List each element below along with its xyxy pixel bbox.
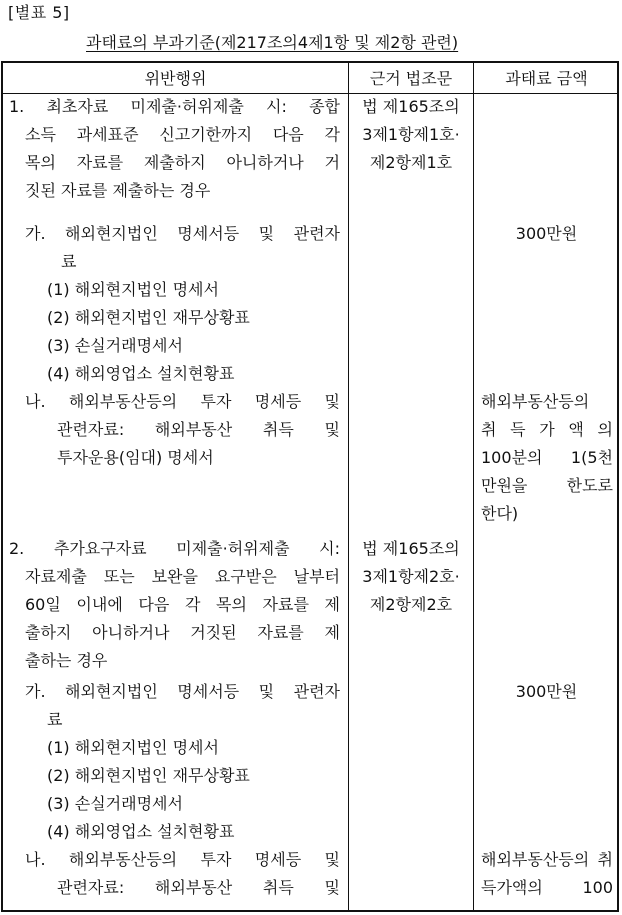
section-2-line: 자료제출 또는 보완을 요구받은 날부터	[25, 567, 340, 586]
column-divider	[348, 63, 349, 910]
legal-basis-line: 법 제165조의	[362, 539, 460, 558]
item-ga-cont: 료	[47, 710, 63, 729]
section-2-line: 출하는 경우	[25, 651, 108, 670]
sub-item: (1) 해외현지법인 명세서	[47, 738, 219, 757]
legal-basis-line: 법 제165조의	[362, 97, 460, 116]
item-ga-cont: 료	[61, 252, 77, 271]
section-2-line: 출하지 아니하거나 거짓된 자료를 제	[25, 623, 340, 642]
fine-amount-line: 해외부동산등의	[481, 392, 590, 411]
sub-item: (3) 손실거래명세서	[47, 336, 183, 355]
fine-amount-line: 해외부동산등의 취	[481, 850, 613, 869]
column-divider	[473, 63, 474, 910]
section-1-line: 목의 자료를 제출하지 아니하거나 거	[25, 153, 340, 172]
item-na: 나. 해외부동산등의 투자 명세등 및	[25, 392, 340, 411]
legal-basis-line: 3제1항제1호·	[362, 125, 460, 144]
item-na-cont: 투자운용(임대) 명세서	[57, 448, 214, 467]
fine-amount: 300만원	[515, 682, 578, 701]
fine-amount-line: 100분의 1(5천	[481, 448, 613, 467]
sub-item: (1) 해외현지법인 명세서	[47, 280, 219, 299]
sub-item: (2) 해외현지법인 재무상황표	[47, 766, 250, 785]
legal-basis-line: 제2항제2호	[369, 595, 453, 614]
fine-amount-line: 득가액의 100	[481, 878, 613, 897]
document-title: 과태료의 부과기준(제217조의4제1항 및 제2항 관련)	[86, 33, 459, 52]
fine-amount-line: 한다)	[481, 504, 519, 523]
item-na-cont: 관련자료: 해외부동산 취득 및	[57, 878, 340, 897]
section-2-line: 60일 이내에 다음 각 목의 자료를 제	[25, 595, 340, 614]
sub-item: (2) 해외현지법인 재무상황표	[47, 308, 250, 327]
item-na: 나. 해외부동산등의 투자 명세등 및	[25, 850, 340, 869]
sub-item: (4) 해외영업소 설치현황표	[47, 822, 235, 841]
fine-amount: 300만원	[515, 224, 578, 243]
sub-item: (4) 해외영업소 설치현황표	[47, 364, 235, 383]
appendix-tag: [별표 5]	[8, 3, 70, 22]
section-1-line: 소득 과세표준 신고기한까지 다음 각	[25, 125, 340, 144]
item-na-cont: 관련자료: 해외부동산 취득 및	[57, 420, 340, 439]
legal-basis-line: 3제1항제2호·	[362, 567, 460, 586]
item-ga: 가. 해외현지법인 명세서등 및 관련자	[25, 224, 340, 243]
table-header-row	[3, 63, 617, 94]
fine-amount-line: 취 득 가 액 의	[481, 420, 613, 439]
section-1-line: 짓된 자료를 제출하는 경우	[25, 181, 211, 200]
item-ga: 가. 해외현지법인 명세서등 및 관련자	[25, 682, 340, 701]
section-2-line: 2. 추가요구자료 미제출·허위제출 시:	[9, 539, 340, 558]
column-header-legal-basis: 근거 법조문	[369, 69, 453, 88]
column-header-violation: 위반행위	[144, 69, 207, 88]
legal-basis-line: 제2항제1호	[369, 153, 453, 172]
fine-amount-line: 만원을 한도로	[481, 476, 613, 495]
penalty-table	[1, 61, 619, 912]
column-header-fine-amount: 과태료 금액	[505, 69, 588, 88]
sub-item: (3) 손실거래명세서	[47, 794, 183, 813]
section-1-line: 1. 최초자료 미제출·허위제출 시: 종합	[9, 97, 340, 116]
